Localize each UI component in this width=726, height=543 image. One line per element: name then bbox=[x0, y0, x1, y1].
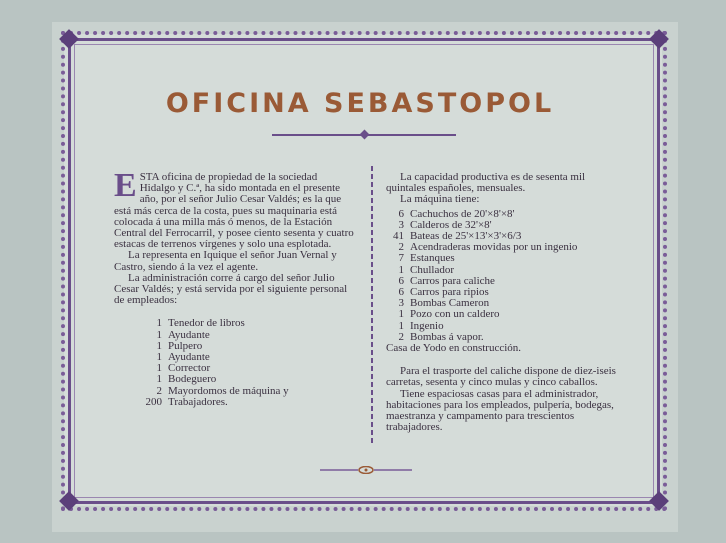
page-title: OFICINA SEBASTOPOL bbox=[165, 88, 555, 119]
list-item: 6 Cachuchos de 20'×8'×8' bbox=[398, 207, 515, 220]
capacity-paragraph: La capacidad productiva es de sesenta mil quintales españoles, mensuales. bbox=[386, 171, 586, 195]
list-item: 7 Estanques bbox=[398, 252, 455, 265]
list-item: 200 Trabajadores. bbox=[145, 395, 228, 408]
iodine-note: Casa de Yodo en construcción. bbox=[386, 342, 522, 355]
list-item: 1 Bodeguero bbox=[156, 373, 217, 386]
agent-paragraph: La representa en Iquique el señor Juan Vernal y Castro, siendo á la vez el agente. bbox=[114, 249, 337, 273]
list-item: 1 Chullador bbox=[398, 263, 454, 276]
list-item: 41 Bateas de 25'×13'×3'×6/3 bbox=[393, 230, 522, 243]
list-item: 1 Ayudante bbox=[156, 351, 210, 364]
list-item: 6 Carros para caliche bbox=[398, 274, 495, 287]
left-column bbox=[114, 167, 354, 408]
staff-list bbox=[114, 318, 354, 408]
dropcap: E bbox=[114, 167, 137, 204]
list-item: 2 Acendraderas movidas por un ingenio bbox=[398, 241, 578, 254]
list-item: 2 Bombas á vapor. bbox=[398, 330, 484, 343]
list-item: 1 Tenedor de libros bbox=[156, 317, 245, 330]
list-item: 3 Calderos de 32'×8' bbox=[398, 218, 492, 231]
list-item: 1 Corrector bbox=[156, 362, 211, 375]
column-divider bbox=[371, 166, 373, 446]
list-item: 1 Ayudante bbox=[156, 328, 210, 341]
intro-paragraph: ESTA oficina de propiedad de la sociedad Hidalgo y C.ª, ha sido montada en el presente año, por el señor Julio Cesar Valdés; es la que está más cerca de la costa, pues su maquinaria está colocada á una milla más ó menos, de la Estación Central del Ferrocarril, y posee ciento sesenta y cuatro estacas de terrenos vírgenes y solo una esplotada. bbox=[114, 167, 354, 251]
housing-paragraph: Tiene espaciosas casas para el administrador, habitaciones para los empleados, pulpería, bodegas, maestranza y campamento para trescientos trabajadores. bbox=[386, 387, 614, 434]
list-item: 6 Carros para ripios bbox=[398, 286, 489, 299]
machines-intro: La máquina tiene: bbox=[400, 193, 480, 206]
list-item: 1 Ingenio bbox=[398, 319, 444, 332]
list-item: 2 Mayordomos de máquina y bbox=[156, 384, 289, 397]
list-item: 1 Pulpero bbox=[156, 339, 203, 352]
list-item: 3 Bombas Cameron bbox=[398, 297, 490, 310]
administration-paragraph: La administración corre á cargo del señor Julio Cesar Valdés; y está servida por el siguiente personal de empleados: bbox=[114, 271, 348, 307]
machines-list bbox=[386, 209, 618, 343]
transport-paragraph: Para el trasporte del caliche dispone de diez-iseis carretas, sesenta y cinco mulas y cinco caballos. bbox=[386, 365, 616, 389]
list-item: 1 Pozo con un caldero bbox=[398, 308, 500, 321]
right-column bbox=[386, 172, 618, 433]
footer-ornament-icon bbox=[318, 466, 414, 474]
